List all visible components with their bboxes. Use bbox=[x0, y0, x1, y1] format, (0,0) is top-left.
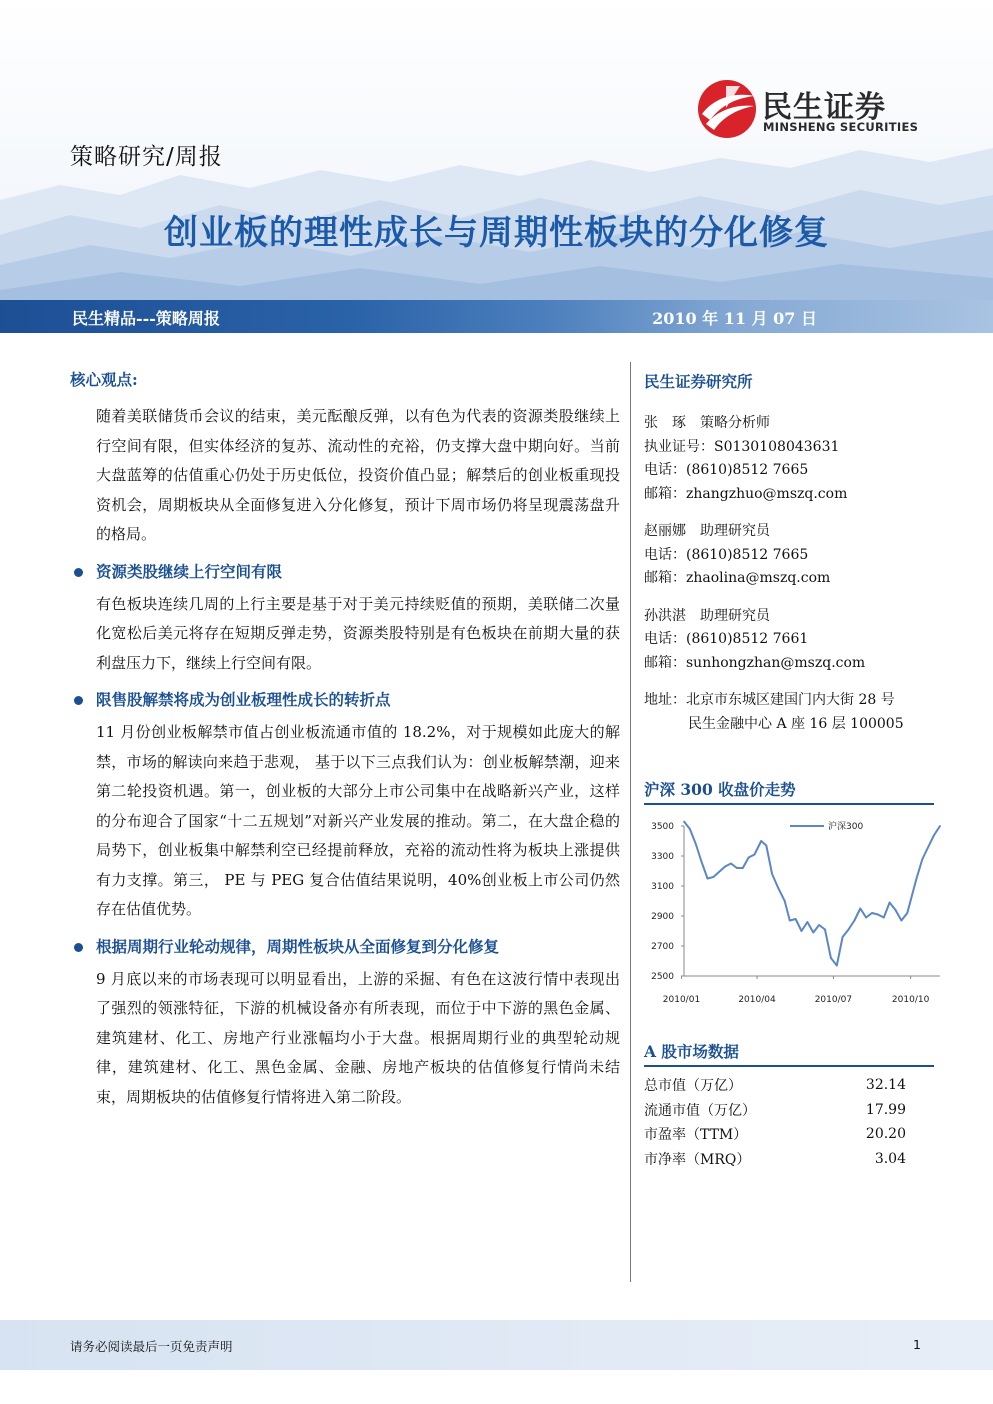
market-data-value: 3.04 bbox=[874, 1150, 906, 1167]
analyst-email[interactable]: 邮箱：zhaolina@mszq.com bbox=[644, 570, 831, 586]
core-view-heading: 核心观点: bbox=[70, 370, 138, 389]
market-title-rule bbox=[644, 1065, 934, 1067]
section-heading-text: 限售股解禁将成为创业板理性成长的转折点 bbox=[96, 690, 391, 709]
x-tick-label: 2010/04 bbox=[738, 995, 776, 1005]
x-tick-label: 2010/10 bbox=[891, 995, 930, 1005]
analyst-name: 赵丽娜 助理研究员 bbox=[644, 523, 770, 539]
bullet-icon bbox=[74, 696, 83, 705]
data-point bbox=[712, 876, 714, 878]
data-point bbox=[927, 846, 929, 848]
minsheng-logo bbox=[696, 78, 926, 138]
market-data-block bbox=[644, 1040, 934, 1171]
data-point bbox=[830, 957, 832, 959]
legend-label: 沪深300 bbox=[828, 822, 864, 832]
core-view-paragraph: 随着美联储货币会议的结束，美元酝酿反弹，以有色为代表的资源类股继续上行空间有限，但实体经济的复苏、流动性的充裕，仍支撑大盘中期向好。当前大盘蓝筹的估值重心仍处于历史低位，投资价值凸显；解禁后的创业板重现投资机会，周期板块从全面修复进入分化修复，预计下周市场仍将呈现震荡盘升的格局。 bbox=[96, 407, 620, 543]
analyst-name: 孙洪湛 助理研究员 bbox=[644, 607, 770, 624]
hs300-line-chart bbox=[644, 812, 944, 1012]
analyst-email[interactable]: 邮箱：zhangzhuo@mszq.com bbox=[644, 485, 848, 502]
institute-heading: 民生证券研究所 bbox=[644, 372, 753, 391]
data-point bbox=[842, 936, 844, 938]
data-point bbox=[730, 863, 732, 865]
data-point bbox=[777, 887, 779, 889]
analyst-block bbox=[644, 412, 934, 506]
section-heading bbox=[70, 935, 620, 959]
market-data-row bbox=[644, 1122, 906, 1147]
analyst-cert: 执业证号：S0130108043631 bbox=[644, 438, 840, 455]
y-tick-label: 3100 bbox=[651, 882, 674, 892]
title-banner bbox=[0, 300, 993, 333]
chart-title: 沪深 300 收盘价走势 bbox=[644, 780, 796, 799]
data-point bbox=[921, 858, 923, 860]
banner-series-name: 民生精品---策略周报 bbox=[72, 309, 220, 328]
data-point bbox=[754, 854, 756, 856]
data-point bbox=[683, 821, 685, 823]
address-line: 地址：北京市东城区建国门内大街 28 号 bbox=[644, 692, 895, 708]
market-data-label: 总市值（万亿） bbox=[644, 1078, 742, 1095]
series-line bbox=[684, 822, 940, 966]
chart-heading-block bbox=[644, 778, 934, 805]
data-point bbox=[859, 908, 861, 910]
section-heading-text: 资源类股继续上行空间有限 bbox=[96, 561, 283, 581]
data-point bbox=[724, 866, 726, 868]
data-point bbox=[883, 917, 885, 919]
market-data-label: 市净率（MRQ） bbox=[644, 1151, 751, 1168]
data-point bbox=[824, 929, 826, 931]
analyst-block bbox=[644, 605, 934, 676]
main-content bbox=[70, 360, 620, 1112]
market-data-value: 32.14 bbox=[865, 1077, 906, 1094]
data-point bbox=[707, 878, 709, 880]
data-point bbox=[742, 867, 744, 869]
minsheng-logo-icon bbox=[696, 78, 758, 140]
data-point bbox=[848, 929, 850, 931]
address-block bbox=[644, 689, 934, 736]
data-point bbox=[818, 924, 820, 926]
market-data-row bbox=[644, 1147, 906, 1172]
logo-text-cn: 民生证券 bbox=[762, 90, 886, 125]
market-data-row bbox=[644, 1098, 906, 1123]
data-point bbox=[906, 912, 908, 914]
section-heading bbox=[70, 688, 620, 712]
data-point bbox=[889, 902, 891, 904]
data-point bbox=[865, 917, 867, 919]
section-paragraph: 9 月底以来的市场表现可以明显看出，上游的采掘、有色在这波行情中表现出了强烈的领涨特征，下游的机械设备亦有所表现，而位于中下游的黑色金属、建筑建材、化工、房地产行业涨幅均小于大盘。根据周期行业的典型轮动规律，建筑建材、化工、黑色金属、金融、房地产板块的估值修复行情尚未结束，周期板块的估值修复行情将进入第二阶段。 bbox=[96, 969, 620, 1106]
y-tick-label: 2700 bbox=[651, 942, 674, 952]
analyst-phone: 电话：(8610)8512 7665 bbox=[644, 546, 809, 563]
sidebar bbox=[644, 362, 934, 736]
data-point bbox=[765, 845, 767, 847]
market-data-label: 市盈率（TTM） bbox=[644, 1127, 748, 1144]
data-point bbox=[736, 867, 738, 869]
column-divider bbox=[630, 362, 631, 1282]
data-point bbox=[836, 965, 838, 967]
data-point bbox=[853, 920, 855, 922]
report-type: 策略研究/周报 bbox=[70, 144, 223, 170]
section-heading-text: 根据周期行业轮动规律，周期性板块从全面修复到分化修复 bbox=[96, 936, 500, 956]
disclaimer-note: 请务必阅读最后一页免责声明 bbox=[70, 1339, 233, 1354]
banner-date: 2010 年 11 月 07 日 bbox=[652, 309, 817, 328]
data-point bbox=[789, 920, 791, 922]
data-point bbox=[806, 921, 808, 923]
y-tick-label: 3300 bbox=[651, 852, 674, 862]
data-point bbox=[771, 873, 773, 875]
data-point bbox=[795, 918, 797, 920]
y-tick-label: 2900 bbox=[651, 912, 674, 922]
report-title: 创业板的理性成长与周期性板块的分化修复 bbox=[164, 213, 829, 253]
section-paragraph: 有色板块连续几周的上行主要是基于对于美元持续贬值的预期，美联储二次量化宽松后美元将存在短期反弹走势，资源类股特别是有色板块在前期大量的获利盘压力下，继续上行空间有限。 bbox=[96, 594, 620, 672]
section-heading bbox=[70, 560, 620, 584]
x-tick-label: 2010/01 bbox=[662, 995, 701, 1005]
analyst-phone: 电话：(8610)8512 7665 bbox=[644, 462, 809, 478]
chart-title-rule bbox=[644, 803, 934, 805]
data-point bbox=[748, 857, 750, 859]
market-data-value: 17.99 bbox=[865, 1101, 906, 1118]
y-tick-label: 3500 bbox=[651, 822, 674, 832]
analyst-block bbox=[644, 520, 934, 591]
data-point bbox=[812, 932, 814, 934]
analyst-phone: 电话：(8610)8512 7661 bbox=[644, 631, 809, 647]
x-tick-label: 2010/07 bbox=[814, 995, 853, 1005]
data-point bbox=[877, 914, 879, 916]
market-data-value: 20.20 bbox=[865, 1126, 906, 1143]
market-data-table bbox=[644, 1073, 906, 1171]
data-point bbox=[801, 930, 803, 932]
data-point bbox=[784, 900, 786, 902]
data-point bbox=[933, 834, 935, 836]
bullet-icon bbox=[74, 943, 83, 952]
bullet-icon bbox=[74, 568, 83, 577]
data-point bbox=[939, 825, 941, 827]
page-number: 1 bbox=[913, 1337, 921, 1352]
data-point bbox=[760, 840, 762, 842]
data-point bbox=[916, 878, 918, 880]
data-point bbox=[701, 861, 703, 863]
data-point bbox=[689, 828, 691, 830]
data-point bbox=[695, 843, 697, 845]
address-line: 民生金融中心 A 座 16 层 100005 bbox=[688, 715, 904, 732]
data-point bbox=[895, 909, 897, 911]
page-footer bbox=[0, 1320, 993, 1370]
data-point bbox=[871, 912, 873, 914]
data-point bbox=[900, 920, 902, 922]
y-tick-label: 2500 bbox=[651, 972, 674, 982]
market-data-heading: A 股市场数据 bbox=[644, 1042, 739, 1061]
market-data-label: 流通市值（万亿） bbox=[644, 1102, 756, 1119]
analyst-email[interactable]: 邮箱：sunhongzhan@mszq.com bbox=[644, 654, 866, 671]
page-header bbox=[0, 0, 993, 300]
section-paragraph: 11 月份创业板解禁市值占创业板流通市值的 18.2%，对于规模如此庞大的解禁，市场的解读向来趋于悲观， 基于以下三点我们认为：创业板解禁潮，迎来第二轮投资机遇。第一，创业板的大部分上市公司集中在战略新兴产业，这样的分布迎合了国家“十二五规划”对新兴产业发展的推动。第二，在大盘企稳的局势下，创业板集中解禁利空已经提前释放，充裕的流动性将为板块上涨提供有力支撑。第三， PE 与 PEG 复合估值结果说明，40%创业板上市公司仍然存在估值优势。 bbox=[96, 723, 620, 918]
logo-text-en: MINSHENG SECURITIES bbox=[763, 120, 919, 134]
market-data-row bbox=[644, 1073, 906, 1098]
analyst-name: 张 琢 策略分析师 bbox=[644, 415, 770, 431]
